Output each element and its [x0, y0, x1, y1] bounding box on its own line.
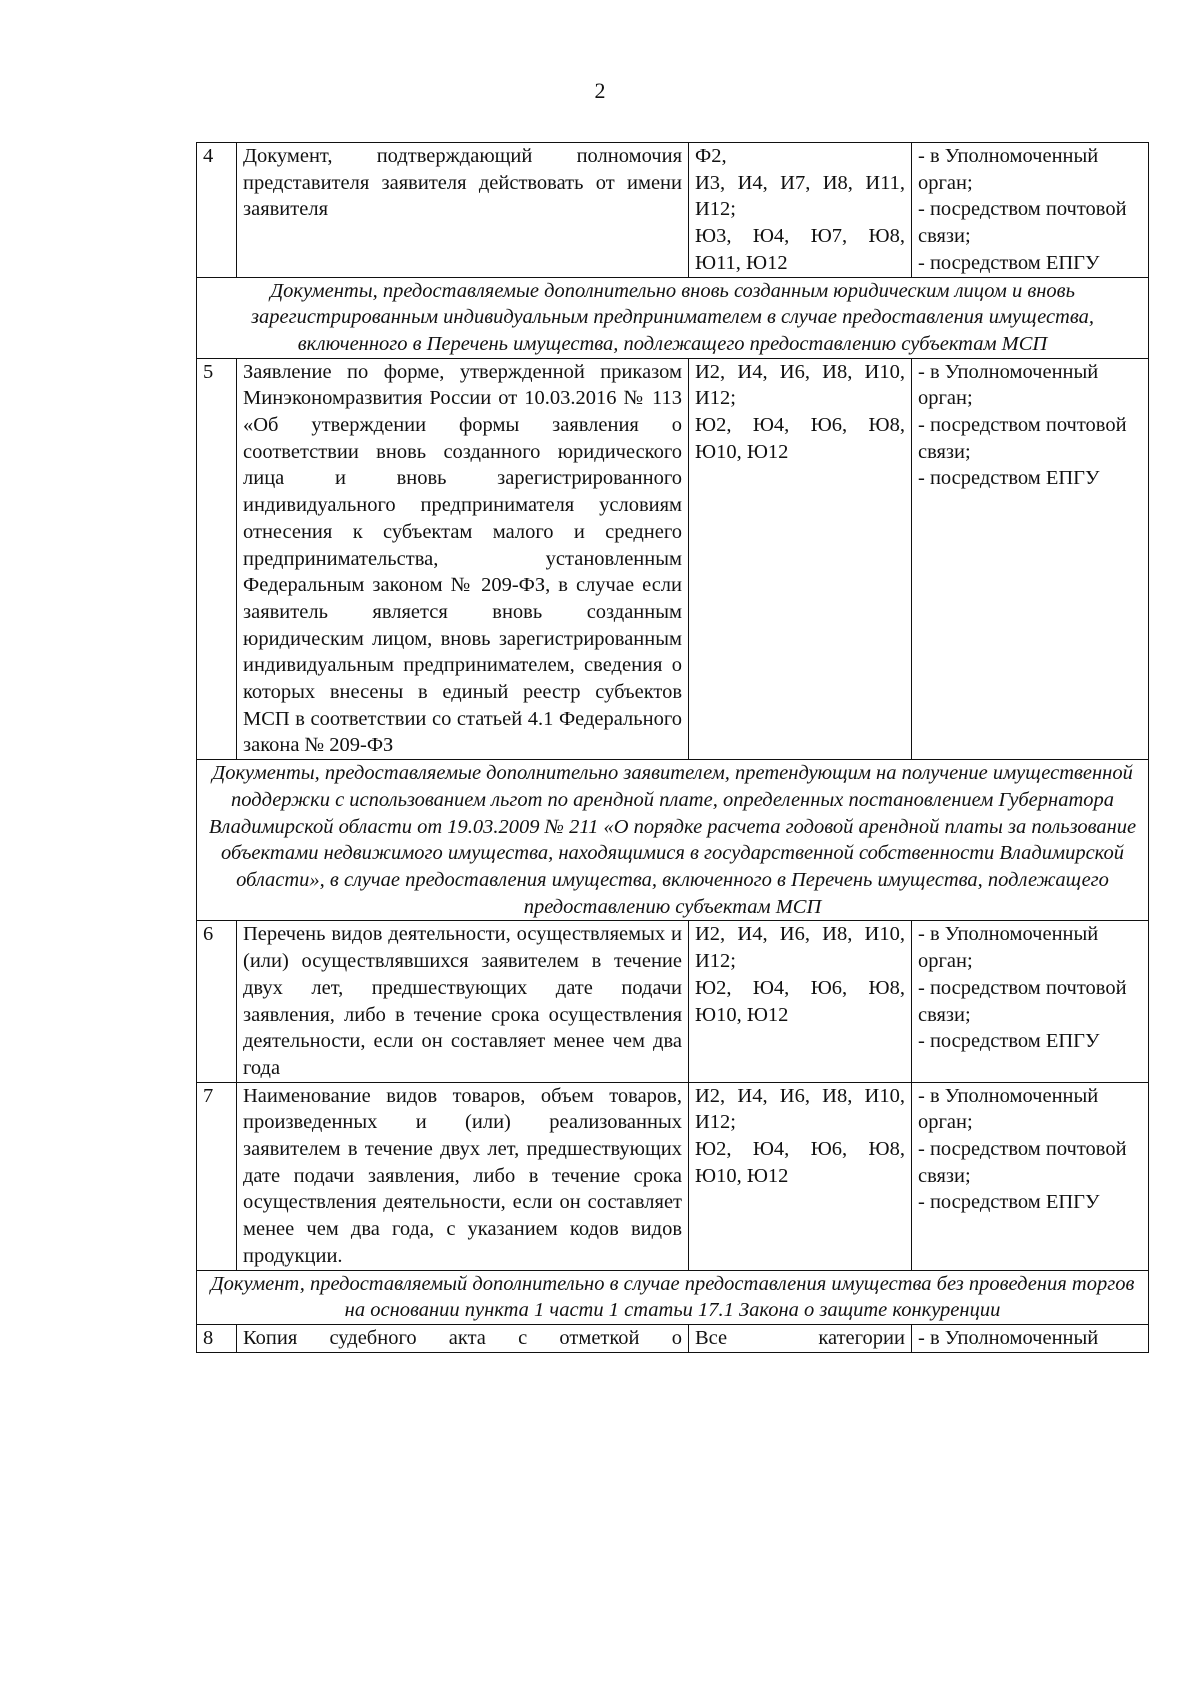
applicant-categories: И2, И4, И6, И8, И10, И12; Ю2, Ю4, Ю6, Ю8, Ю10, Ю12 — [689, 921, 912, 1082]
applicant-categories: И2, И4, И6, И8, И10, И12; Ю2, Ю4, Ю6, Ю8, Ю10, Ю12 — [689, 1082, 912, 1270]
document-name: Заявление по форме, утвержденной приказом Минэкономразвития России от 10.03.2016 № 113 «Об утверждении формы заявления о соответствии вновь созданного юридического лица и вновь зарегистрированного индивидуального предпринимателя условиям отнесения к субъектам малого и среднего предпринимательства, установленным Федеральным законом № 209-ФЗ, в случае если заявитель является вновь созданным юридическим лицом, вновь зарегистрированным индивидуальным предпринимателем, сведения о которых внесены в единый реестр субъектов МСП в соответствии со статьей 4.1 Федерального закона № 209-ФЗ — [237, 358, 689, 760]
table-row — [197, 1082, 1149, 1270]
page-number: 2 — [594, 78, 606, 103]
table-row — [197, 1324, 1149, 1352]
submission-methods: - в Уполномоченный орган; - посредством почтовой связи; - посредством ЕПГУ — [912, 358, 1149, 760]
document-name: Документ, подтверждающий полномочия представителя заявителя действовать от имени заявителя — [237, 143, 689, 278]
document-name: Перечень видов деятельности, осуществляемых и (или) осуществлявшихся заявителем в течение двух лет, предшествующих дате подачи заявления, либо в течение срока осуществления деятельности, если он составляет менее чем два года — [237, 921, 689, 1082]
section-header-row — [197, 277, 1149, 358]
section-header-row — [197, 1270, 1149, 1324]
applicant-categories: Ф2, И3, И4, И7, И8, И11, И12; Ю3, Ю4, Ю7, Ю8, Ю11, Ю12 — [689, 143, 912, 278]
applicant-categories: И2, И4, И6, И8, И10, И12; Ю2, Ю4, Ю6, Ю8, Ю10, Ю12 — [689, 358, 912, 760]
row-number: 6 — [197, 921, 237, 1082]
document-name: Наименование видов товаров, объем товаров, произведенных и (или) реализованных заявителем в течение двух лет, предшествующих дате подачи заявления, либо в течение срока осуществления деятельности, если он составляет менее чем два года, с указанием кодов видов продукции. — [237, 1082, 689, 1270]
submission-methods: - в Уполномоченный орган; - посредством почтовой связи; - посредством ЕПГУ — [912, 1082, 1149, 1270]
row-number: 7 — [197, 1082, 237, 1270]
applicant-categories: Все категории — [689, 1324, 912, 1352]
documents-table — [196, 142, 1149, 1353]
section-heading: Документы, предоставляемые дополнительно заявителем, претендующим на получение имущественной поддержки с использованием льгот по арендной плате, определенных постановлением Губернатора Владимирской области от 19.03.2009 № 211 «О порядке расчета годовой арендной платы за пользование объектами недвижимого имущества, находящимися в государственной собственности Владимирской области», в случае предоставления имущества, включенного в Перечень имущества, подлежащего предоставлению субъектам МСП — [197, 760, 1149, 921]
submission-methods: - в Уполномоченный орган; - посредством почтовой связи; - посредством ЕПГУ — [912, 921, 1149, 1082]
row-number: 5 — [197, 358, 237, 760]
table-row — [197, 358, 1149, 760]
row-number: 4 — [197, 143, 237, 278]
row-number: 8 — [197, 1324, 237, 1352]
submission-methods: - в Уполномоченный — [912, 1324, 1149, 1352]
table-row — [197, 143, 1149, 278]
document-name: Копия судебного акта с отметкой о — [237, 1324, 689, 1352]
submission-methods: - в Уполномоченный орган; - посредством почтовой связи; - посредством ЕПГУ — [912, 143, 1149, 278]
section-heading: Документы, предоставляемые дополнительно вновь созданным юридическим лицом и вновь зарегистрированным индивидуальным предпринимателем в случае предоставления имущества, включенного в Перечень имущества, подлежащего предоставлению субъектам МСП — [197, 277, 1149, 358]
table-row — [197, 921, 1149, 1082]
section-header-row — [197, 760, 1149, 921]
section-heading: Документ, предоставляемый дополнительно в случае предоставления имущества без проведения торгов на основании пункта 1 части 1 статьи 17.1 Закона о защите конкуренции — [197, 1270, 1149, 1324]
